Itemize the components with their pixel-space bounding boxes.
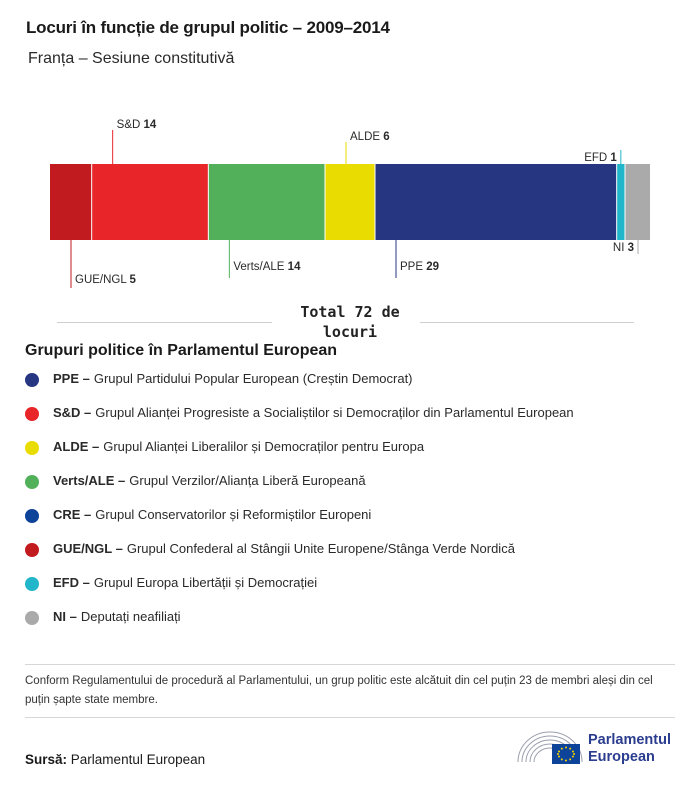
bar-segment-alde	[325, 164, 375, 240]
legend-abbr: CRE –	[53, 507, 92, 522]
color-dot-icon	[25, 441, 39, 455]
legend-item	[25, 371, 574, 405]
data-label: S&D 14	[116, 119, 157, 131]
source-label: Sursă:	[25, 752, 68, 767]
legend-abbr: GUE/NGL –	[53, 541, 123, 556]
bar-segment-ni	[625, 164, 650, 240]
color-dot-icon	[25, 509, 39, 523]
bar-segment-s-d	[92, 164, 209, 240]
legend-text: Grupul Alianței Liberalilor și Democraților pentru Europa	[103, 439, 425, 454]
footer-divider-bottom	[25, 717, 675, 718]
legend-abbr: PPE –	[53, 371, 90, 386]
logo-line-1: Parlamentul	[588, 732, 671, 748]
legend-text: Grupul Europa Libertății și Democrației	[93, 575, 318, 590]
bar-segment-ppe	[375, 164, 617, 240]
legend-text: Grupul Alianței Progresiste a Socialiștilor si Democraților din Parlamentul European	[95, 405, 574, 420]
color-dot-icon	[25, 373, 39, 387]
total-divider-right	[420, 322, 634, 323]
color-dot-icon	[25, 407, 39, 421]
legend-text: Grupul Partidului Popular European (Creștin Democrat)	[93, 371, 413, 386]
chart-title: Locuri în funcție de grupul politic – 2009–2014	[26, 18, 390, 37]
data-label: GUE/NGL 5	[75, 274, 136, 286]
bar-segment-efd	[617, 164, 625, 240]
legend-item	[25, 439, 574, 473]
legend-item	[25, 575, 574, 609]
legend-item	[25, 541, 574, 575]
logo-text	[588, 732, 671, 766]
color-dot-icon	[25, 543, 39, 557]
footnote: Conform Regulamentului de procedură al Parlamentului, un grup politic este alcătuit din cel puțin 23 de membri aleși din cel puțin șapte state membre.	[25, 675, 653, 706]
legend-abbr: NI –	[53, 609, 77, 624]
legend-abbr: ALDE –	[53, 439, 100, 454]
legend	[25, 371, 574, 643]
legend-item	[25, 609, 574, 643]
data-label: EFD 1	[584, 152, 617, 164]
hemicycle-icon	[516, 728, 584, 768]
legend-abbr: S&D –	[53, 405, 92, 420]
total-label: Total 72 de locuri	[300, 303, 400, 341]
legend-abbr: Verts/ALE –	[53, 473, 126, 488]
european-parliament-logo	[516, 728, 686, 770]
stacked-bar-chart	[0, 0, 700, 300]
legend-heading: Grupuri politice în Parlamentul European	[25, 342, 338, 359]
bar-segment-gue-ngl	[50, 164, 92, 240]
footer-divider-top	[25, 664, 675, 665]
source-value: Parlamentul European	[70, 752, 206, 767]
chart-subtitle: Franța – Sesiune constitutivă	[28, 50, 235, 67]
legend-text: Deputați neafiliați	[80, 609, 181, 624]
color-dot-icon	[25, 577, 39, 591]
legend-item	[25, 405, 574, 439]
logo-line-2: European	[588, 749, 655, 765]
legend-item	[25, 507, 574, 541]
total-divider-left	[57, 322, 272, 323]
data-label: NI 3	[612, 242, 634, 254]
source	[25, 752, 205, 767]
legend-text: Grupul Conservatorilor și Reformiștilor Europeni	[95, 507, 372, 522]
data-label: ALDE 6	[350, 131, 390, 143]
color-dot-icon	[25, 611, 39, 625]
legend-item	[25, 473, 574, 507]
color-dot-icon	[25, 475, 39, 489]
bar-segment-verts-ale	[208, 164, 325, 240]
data-label: Verts/ALE 14	[233, 261, 301, 273]
legend-text: Grupul Confederal al Stângii Unite Europene/Stânga Verde Nordică	[126, 541, 515, 556]
data-label: PPE 29	[400, 261, 440, 273]
legend-text: Grupul Verzilor/Alianța Liberă Europeană	[129, 473, 366, 488]
legend-abbr: EFD –	[53, 575, 90, 590]
